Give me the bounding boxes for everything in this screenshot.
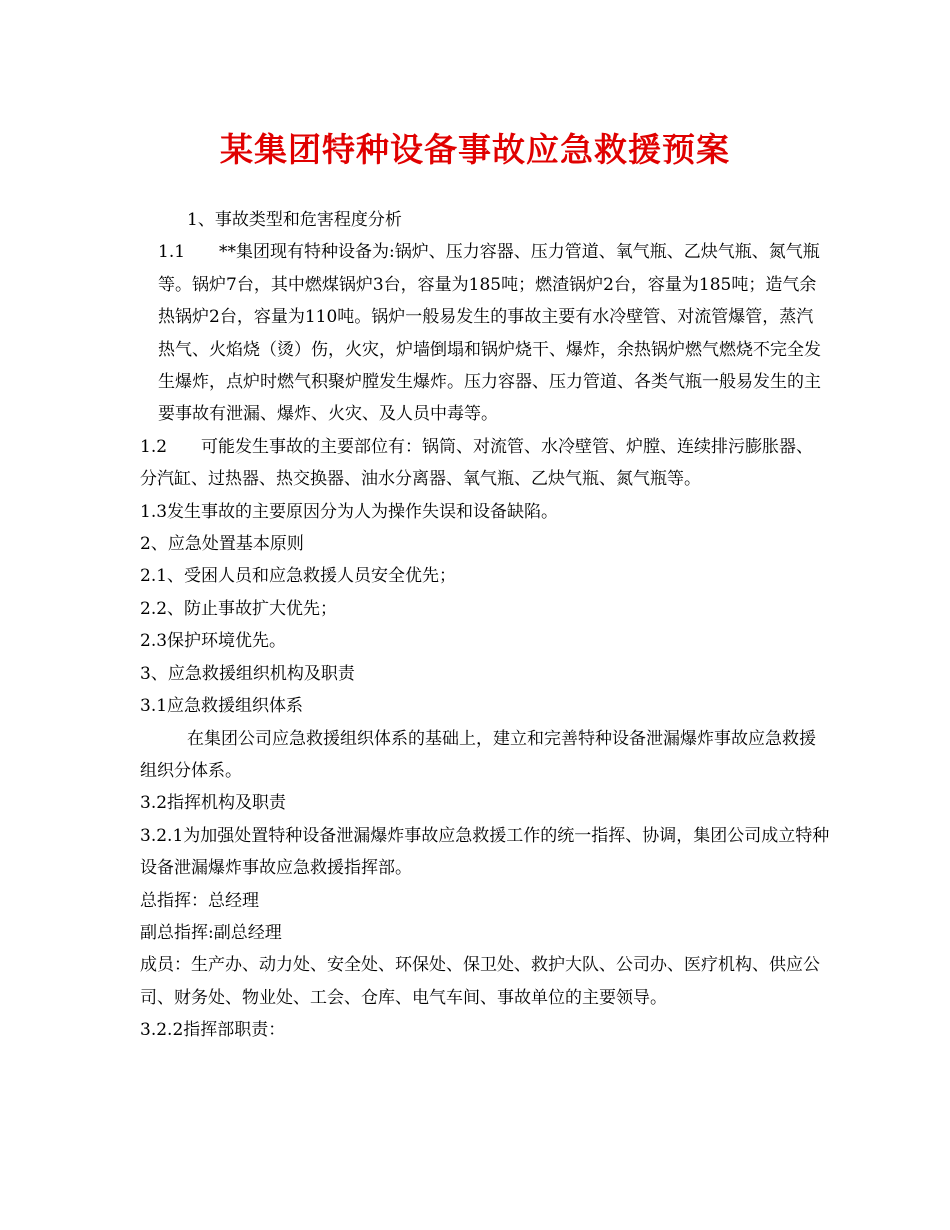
section-heading-2: 2、应急处置基本原则	[140, 534, 304, 555]
paragraph-2-3: 2.3保护环境优先。	[140, 631, 287, 652]
paragraph-1-2: 1.2 可能发生事故的主要部位有：锅筒、对流管、水冷壁管、炉膛、连续排污膨胀器、分汽缸、过热器、热交换器、油水分离器、氧气瓶、乙炔气瓶、氮气瓶等。	[140, 436, 814, 490]
paragraph-1-3: 1.3发生事故的主要原因分为人为操作失误和设备缺陷。	[140, 501, 559, 522]
deputy-commander-line: 副总指挥:副总经理	[140, 922, 282, 943]
paragraph-1-1: 1.1 **集团现有特种设备为:锅炉、压力容器、压力管道、氧气瓶、乙炔气瓶、氮气瓶等。锅炉7台，其中燃煤锅炉3台，容量为185吨；燃渣锅炉2台，容量为185吨；造气余热锅炉2台，容量为110吨。锅炉一般易发生的事故主要有水冷壁管、对流管爆管，蒸汽热气、火焰烧（烫）伤，火灾，炉墙倒塌和锅炉烧干、爆炸，余热锅炉燃气燃烧不完全发生爆炸，点炉时燃气积聚炉膛发生爆炸。压力容器、压力管道、各类气瓶一般易发生的主要事故有泄漏、爆炸、火灾、及人员中毒等。	[158, 242, 821, 425]
document-title: 某集团特种设备事故应急救援预案	[220, 130, 730, 169]
section-heading-3: 3、应急救援组织机构及职责	[140, 663, 355, 684]
document-body	[140, 204, 830, 1047]
paragraph-3-1: 在集团公司应急救援组织体系的基础上，建立和完善特种设备泄漏爆炸事故应急救援组织分体系。	[140, 728, 816, 781]
subheading-3-2-2: 3.2.2指挥部职责：	[140, 1020, 286, 1041]
section-heading-1: 1、事故类型和危害程度分析	[187, 210, 402, 230]
subheading-3-2: 3.2指挥机构及职责	[140, 793, 287, 814]
paragraph-3-2-1: 3.2.1为加强处置特种设备泄漏爆炸事故应急救援工作的统一指挥、协调，集团公司成立特种设备泄漏爆炸事故应急救援指挥部。	[140, 825, 830, 879]
paragraph-2-2: 2.2、防止事故扩大优先；	[140, 598, 338, 619]
commander-line: 总指挥：总经理	[140, 890, 259, 911]
paragraph-2-1: 2.1、受困人员和应急救援人员安全优先；	[140, 566, 457, 587]
subheading-3-1: 3.1应急救援组织体系	[140, 696, 304, 717]
members-line: 成员：生产办、动力处、安全处、环保处、保卫处、救护大队、公司办、医疗机构、供应公司、财务处、物业处、工会、仓库、电气车间、事故单位的主要领导。	[140, 955, 820, 1008]
